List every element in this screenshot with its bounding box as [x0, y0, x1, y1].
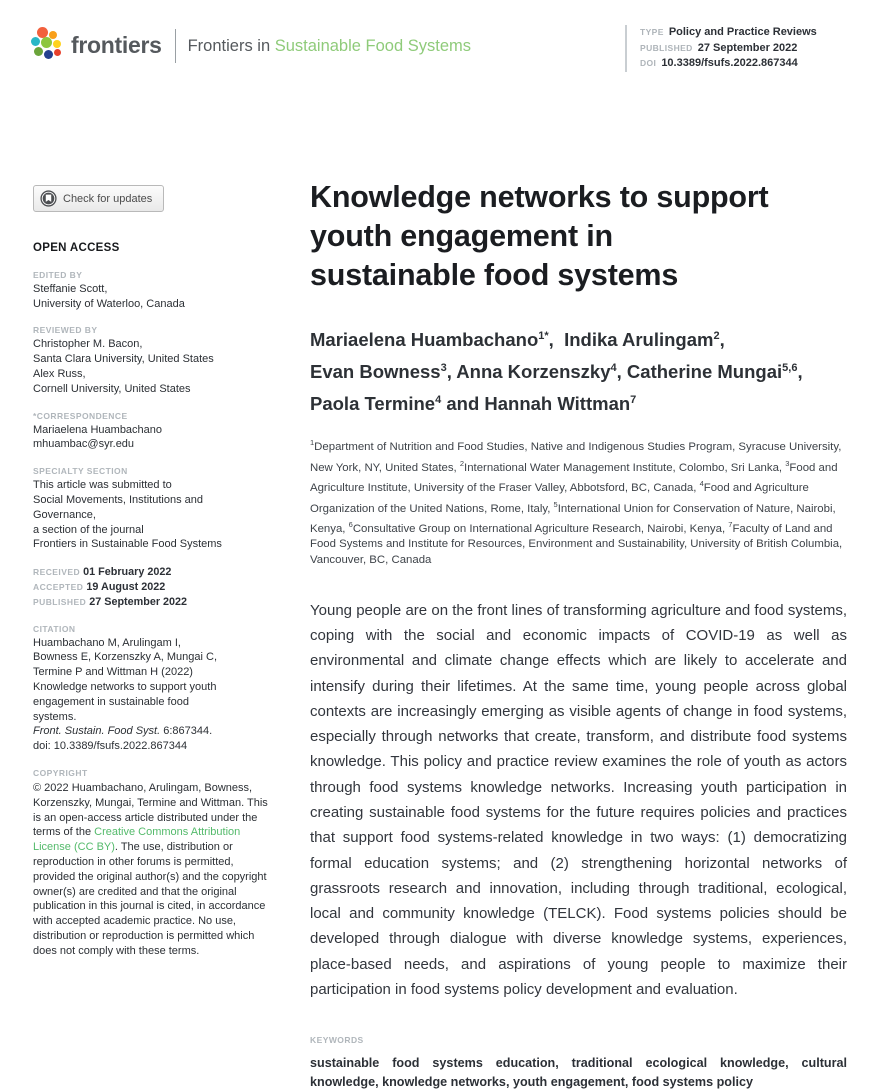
- article-main: [310, 178, 847, 1092]
- crossmark-icon: [40, 190, 57, 207]
- editor-affiliation: University of Waterloo, Canada: [33, 297, 185, 310]
- reviewed-by-block: [33, 337, 275, 396]
- correspondence-email[interactable]: mhuambac@syr.edu: [33, 438, 135, 451]
- meta-published-value: 27 September 2022: [697, 41, 798, 54]
- citation-line: Termine P and Wittman H (2022): [33, 666, 193, 679]
- author-name: Anna Korzenszky: [456, 361, 611, 383]
- specialty-section-label: SPECIALTY SECTION: [33, 466, 128, 477]
- meta-doi-value[interactable]: 10.3389/fsufs.2022.867344: [661, 57, 798, 69]
- author-name: Catherine Mungai: [626, 361, 783, 383]
- author-affil-sup: 7: [630, 394, 637, 407]
- affil-sup: 3: [785, 458, 790, 468]
- reviewed-by-label: REVIEWED BY: [33, 325, 98, 336]
- meta-type-row: [640, 25, 817, 41]
- reviewer-affiliation: Cornell University, United States: [33, 382, 191, 395]
- edited-by-block: [33, 282, 275, 312]
- meta-doi-row: [640, 56, 817, 72]
- author-name: Hannah Wittman: [484, 393, 631, 415]
- keywords-label: KEYWORDS: [310, 1035, 364, 1046]
- author-line: Mariaelena Huambachano$^{1*}$, Indika Arulingam$^2$,: [310, 329, 725, 351]
- copyright-label: COPYRIGHT: [33, 767, 88, 778]
- author-affil-sup: 5,6: [782, 362, 798, 375]
- published-label: PUBLISHED: [33, 596, 87, 607]
- author-list: [310, 322, 847, 418]
- reviewer-name: Christopher M. Bacon,: [33, 338, 143, 351]
- check-for-updates-label: Check for updates: [63, 192, 153, 205]
- sidebar: [33, 185, 275, 958]
- journal-prefix: Frontiers in: [187, 37, 271, 55]
- specialty-line: a section of the journal: [33, 523, 144, 536]
- meta-type-value: Policy and Practice Reviews: [668, 26, 817, 38]
- affil-sup: 6: [348, 520, 353, 530]
- citation-line: Bowness E, Korzenszky A, Mungai C,: [33, 651, 218, 664]
- citation-block: [33, 636, 275, 754]
- affil-sup: 5: [553, 499, 558, 509]
- frontiers-logo-icon: [31, 27, 62, 64]
- affiliations: [310, 435, 847, 568]
- citation-label: CITATION: [33, 623, 76, 634]
- title-line: sustainable food systems: [310, 258, 679, 292]
- dates-block: [33, 565, 275, 609]
- journal-title: Sustainable Food Systems: [274, 37, 471, 55]
- author-affil-sup: 3: [440, 362, 447, 375]
- citation-line: Knowledge networks to support youth: [33, 680, 217, 693]
- specialty-section-block: [33, 478, 275, 552]
- citation-line: systems.: [33, 710, 77, 723]
- specialty-line: Social Movements, Institutions and: [33, 493, 203, 506]
- published-value: 27 September 2022: [89, 595, 188, 608]
- affil-sup: 1: [310, 438, 315, 448]
- correspondence-label: *CORRESPONDENCE: [33, 410, 128, 421]
- abstract-text: Young people are on the front lines of transforming agriculture and food systems, coping with the social and economic impacts of COVID-19 as well as environmental and climate change effects which are likely to accelerate and intensify during their lifetimes. At the same time, young people across global contexts are increasingly emerging as visible agents of change in food systems, especially through networks that create, transform, and distribute food systems knowledge. This policy and practice review examines the role of youth as actors through food systems knowledge networks. Increasing youth participation in creating sustainable food systems for the future requires policies and practices that support food systems-related knowledge in two ways: (1) democratizing formal education systems; and (2) strengthening horizontal networks of grassroots research and innovation, including through traditional, ecological, local and community knowledge (TELCK). Food systems policies should be developed through dialogue with diverse knowledge systems, experiences, place-based needs, and aspirations of young people to maximize their participation in food systems policy development and evaluation.: [310, 601, 847, 999]
- article-title: [310, 178, 847, 295]
- keywords-text: sustainable food systems education, traditional ecological knowledge, cultural knowledge, knowledge networks, youth engagement, food systems policy: [310, 1056, 847, 1090]
- meta-published-label: PUBLISHED: [640, 42, 693, 53]
- cc-by-license-link[interactable]: Creative Commons Attribution License (CC BY): [33, 826, 241, 854]
- author-affil-sup: 2: [713, 330, 720, 342]
- check-for-updates-button[interactable]: [33, 185, 164, 212]
- specialty-line: Frontiers in Sustainable Food Systems: [33, 538, 222, 551]
- received-value: 01 February 2022: [83, 566, 172, 579]
- received-date: [33, 565, 275, 580]
- citation-volume: 6:867344.: [163, 725, 213, 738]
- meta-published-row: [640, 41, 817, 57]
- journal-name: [188, 35, 471, 56]
- citation-journal: Front. Sustain. Food Syst.: [33, 725, 161, 738]
- copyright-post: . The use, distribution or reproduction in other forums is permitted, provided the original author(s) and the copyright owner(s) are credited and that the original publication in this journal is cited, in accordance with accepted academic practice. No use, distribution or reproduction is permitted which does not comply with these terms.: [33, 841, 267, 957]
- article-meta-block: [625, 25, 817, 72]
- affil-text: Consultative Group on International Agriculture Research, Nairobi, Kenya,: [352, 522, 729, 535]
- copyright-text: [33, 781, 275, 959]
- affil-text: Faculty of Land and Food Systems and Institute for Resources, Environment and Sustainability, University of British Columbia, Vancouver, BC, Canada: [310, 522, 843, 567]
- copyright-pre: © 2022 Huambachano, Arulingam, Bowness, Korzenszky, Mungai, Termine and Wittman. This is an open-access article distributed under the terms of the: [33, 781, 268, 839]
- editor-name: Steffanie Scott,: [33, 282, 108, 295]
- affil-text: Food and Agriculture Organization of the United Nations, Rome, Italy,: [310, 482, 809, 515]
- author-name: Paola Termine: [310, 393, 436, 415]
- edited-by-label: EDITED BY: [33, 269, 83, 280]
- citation-journal-line: [33, 724, 275, 739]
- correspondence-block: [33, 423, 275, 453]
- affil-text: International Water Management Institute, Colombo, Sri Lanka,: [464, 461, 786, 474]
- meta-type-label: TYPE: [640, 27, 664, 37]
- author-name: Evan Bowness: [310, 361, 441, 383]
- header-divider: [175, 29, 176, 63]
- reviewer-affiliation: Santa Clara University, United States: [33, 353, 214, 366]
- affil-text: International Union for Conservation of Nature, Nairobi, Kenya,: [310, 502, 836, 535]
- published-date: [33, 595, 275, 610]
- affil-text: Food and Agriculture Institute, University of the Fraser Valley, Abbotsford, BC, Canada,: [310, 461, 838, 495]
- author-affil-sup: 4: [435, 394, 442, 407]
- open-access-badge: OPEN ACCESS: [33, 242, 120, 254]
- accepted-value: 19 August 2022: [86, 580, 166, 593]
- author-affil-sup: 1*: [538, 330, 549, 342]
- accepted-date: [33, 580, 275, 595]
- brand-row: [31, 27, 471, 64]
- meta-doi-label: DOI: [640, 58, 657, 68]
- title-line: youth engagement in: [310, 219, 613, 253]
- author-affil-sup: 4: [610, 362, 617, 375]
- reviewer-name: Alex Russ,: [33, 367, 86, 380]
- affil-text: Department of Nutrition and Food Studies, Native and Indigenous Studies Program, Syracuse University, New York, NY, United States,: [310, 441, 842, 474]
- specialty-line: This article was submitted to: [33, 479, 172, 492]
- affil-sup: 7: [728, 520, 733, 530]
- correspondence-name: Mariaelena Huambachano: [33, 423, 163, 436]
- author-line: Paola Termine$^4$ and Hannah Wittman$^7$: [310, 393, 637, 415]
- author-name: Mariaelena Huambachano: [310, 329, 539, 351]
- affil-sup: 4: [699, 479, 704, 489]
- accepted-label: ACCEPTED: [33, 581, 84, 592]
- received-label: RECEIVED: [33, 567, 81, 578]
- brand-name: frontiers: [71, 32, 162, 58]
- title-line: Knowledge networks to support: [310, 180, 769, 214]
- author-line: Evan Bowness$^3$, Anna Korzenszky$^4$, Catherine Mungai$^{5,6}$,: [310, 361, 803, 383]
- citation-doi: doi: 10.3389/fsufs.2022.867344: [33, 740, 188, 753]
- page-header: [0, 0, 873, 90]
- citation-line: engagement in sustainable food: [33, 695, 189, 708]
- specialty-line: Governance,: [33, 508, 96, 521]
- affil-sup: 2: [459, 458, 465, 468]
- author-name: Indika Arulingam: [564, 329, 714, 351]
- citation-line: Huambachano M, Arulingam I,: [33, 636, 181, 649]
